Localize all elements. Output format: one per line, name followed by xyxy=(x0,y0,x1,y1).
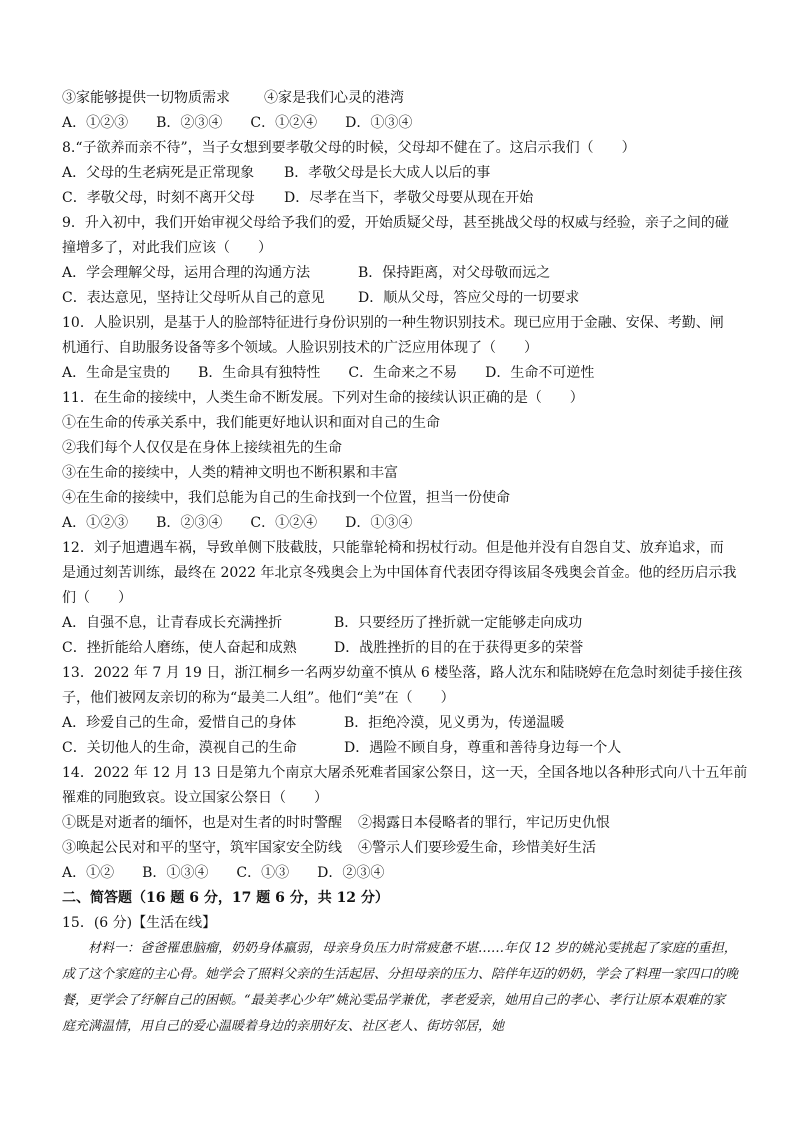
q11-item-3: ③在生命的接续中，人类的精神文明也不断积累和丰富 xyxy=(62,465,398,481)
q9-options-ab xyxy=(62,261,738,286)
choice-d: D．①③④ xyxy=(345,515,413,531)
q12-stem-3: 们（ ） xyxy=(62,590,132,606)
choice-c: C．①③ xyxy=(236,865,290,881)
choice-c: C．关切他人的生命，漠视自己的生命 xyxy=(62,740,297,756)
q14-item-2: ②揭露日本侵略者的罪行，牢记历史仇恨 xyxy=(358,815,610,831)
q7-option-4: ④家是我们心灵的港湾 xyxy=(264,90,404,106)
q10-stem-1: 10．人脸识别，是基于人的脸部特征进行身份识别的一种生物识别技术。现已应用于金融、安保、考勤、闸 xyxy=(62,315,724,331)
choice-a: A．珍爱自己的生命，爱惜自己的身体 xyxy=(62,715,297,731)
q11-item-1: ①在生命的传承关系中，我们能更好地认识和面对自己的生命 xyxy=(62,415,440,431)
q10-stem-2: 机通行、自助服务设备等多个领域。人脸识别技术的广泛应用体现了（ ） xyxy=(62,340,538,356)
q11-stem: 11．在生命的接续中，人类生命不断发展。下列对生命的接续认识正确的是（ ） xyxy=(62,390,584,406)
q13-stem-1: 13．2022 年 7 月 19 日，浙江桐乡一名两岁幼童不慎从 6 楼坠落，路人沈东和陆晓婷在危急时刻徒手接住孩 xyxy=(62,665,743,681)
q15-head: 15．(6 分)【生活在线】 xyxy=(62,915,217,931)
q13-options-cd xyxy=(62,736,738,761)
choice-d: D．①③④ xyxy=(345,115,413,131)
choice-b: B．孝敬父母是长大成人以后的事 xyxy=(284,165,491,181)
q10-choices xyxy=(62,361,738,386)
q12-stem-1: 12．刘子旭遭遇车祸，导致单侧下肢截肢，只能靠轮椅和拐杖行动。但是他并没有自怨自艾、放弃追求，而 xyxy=(62,540,724,556)
q14-item-1: ①既是对逝者的缅怀，也是对生者的时时警醒 xyxy=(62,815,342,831)
choice-a: A．①②③ xyxy=(62,515,129,531)
q11-item-4: ④在生命的接续中，我们总能为自己的生命找到一个位置，担当一份使命 xyxy=(62,490,510,506)
choice-b: B．只要经历了挫折就一定能够走向成功 xyxy=(334,615,583,631)
q11-choices xyxy=(62,511,738,536)
q11-item-2: ②我们每个人仅仅是在身体上接续祖先的生命 xyxy=(62,440,342,456)
choice-c: C．表达意见，坚持让父母听从自己的意见 xyxy=(62,290,325,306)
choice-a: A．①②③ xyxy=(62,115,129,131)
q8-options-cd xyxy=(62,186,738,211)
q7-choices xyxy=(62,111,738,136)
choice-b: B．保持距离，对父母敬而远之 xyxy=(358,265,551,281)
choice-d: D．尽孝在当下，孝敬父母要从现在开始 xyxy=(284,190,534,206)
choice-a: A．自强不息，让青春成长充满挫折 xyxy=(62,615,283,631)
choice-a: A．学会理解父母，运用合理的沟通方法 xyxy=(62,265,311,281)
choice-a: A．①② xyxy=(62,865,115,881)
choice-d: D．顺从父母，答应父母的一切要求 xyxy=(358,290,580,306)
choice-d: D．遇险不顾自身，尊重和善待身边每一个人 xyxy=(344,740,622,756)
choice-d: D．②③④ xyxy=(317,865,385,881)
q8-options-ab xyxy=(62,161,738,186)
q12-options-cd xyxy=(62,636,738,661)
choice-b: B．②③④ xyxy=(156,515,223,531)
choice-c: C．孝敬父母，时刻不离开父母 xyxy=(62,190,255,206)
q14-stem-1: 14．2022 年 12 月 13 日是第九个南京大屠杀死难者国家公祭日，这一天，全国各地以各种形式向八十五年前 xyxy=(62,765,748,781)
choice-d: D．战胜挫折的目的在于获得更多的荣誉 xyxy=(334,640,584,656)
q9-stem-1: 9．升入初中，我们开始审视父母给予我们的爱，开始质疑父母，甚至挑战父母的权威与经验，亲子之间的碰 xyxy=(62,215,729,231)
q7-option-3: ③家能够提供一切物质需求 xyxy=(62,90,230,106)
q14-item-3: ③唤起公民对和平的坚守，筑牢国家安全防线 xyxy=(62,840,342,856)
choice-c: C．挫折能给人磨练，使人奋起和成熟 xyxy=(62,640,297,656)
section-heading: 二、简答题（16 题 6 分，17 题 6 分，共 12 分） xyxy=(62,890,389,906)
choice-b: B．拒绝冷漠，见义勇为，传递温暖 xyxy=(344,715,565,731)
q13-options-ab xyxy=(62,711,738,736)
q9-options-cd xyxy=(62,286,738,311)
q14-stem-2: 罹难的同胞致哀。设立国家公祭日（ ） xyxy=(62,790,328,806)
choice-b: B．②③④ xyxy=(156,115,223,131)
choice-b: B．①③④ xyxy=(142,865,209,881)
choice-c: C．生命来之不易 xyxy=(348,365,458,381)
choice-c: C．①②④ xyxy=(250,515,318,531)
choice-b: B．生命具有独特性 xyxy=(198,365,321,381)
q14-item-4: ④警示人们要珍爱生命，珍惜美好生活 xyxy=(358,840,596,856)
choice-a: A．生命是宝贵的 xyxy=(62,365,171,381)
q14-items-12 xyxy=(62,811,738,836)
q12-options-ab xyxy=(62,611,738,636)
q8-stem: 8.“子欲养而亲不待”，当子女想到要孝敬父母的时候，父母却不健在了。这启示我们（ ） xyxy=(62,140,636,156)
q14-choices xyxy=(62,861,738,886)
choice-c: C．①②④ xyxy=(250,115,318,131)
exam-page xyxy=(62,86,748,1040)
q15-material: 材料一：爸爸罹患脑瘤，奶奶身体羸弱，母亲身负压力时常疲惫不堪……年仅 12 岁的姚沁雯挑起了家庭的重担，成了这个家庭的主心骨。她学会了照料父亲的生活起居、分担母亲的压力、陪伴年迈的奶奶，学会了料理一家四口的晚餐，更学会了纾解自己的困顿。“最美孝心少年”姚沁雯品学兼优，孝老爱亲，她用自己的孝心、孝行让原本艰难的家庭充满温情，用自己的爱心温暖着身边的亲朋好友、社区老人、街坊邻居，她 xyxy=(62,941,739,1034)
choice-a: A．父母的生老病死是正常现象 xyxy=(62,165,255,181)
q9-stem-2: 撞增多了，对此我们应该（ ） xyxy=(62,240,272,256)
q12-stem-2: 是通过刻苦训练，最终在 2022 年北京冬残奥会上为中国体育代表团夺得该届冬残奥会首金。他的经历启示我 xyxy=(62,565,737,581)
q7-options-line xyxy=(62,86,738,111)
q14-items-34 xyxy=(62,836,738,861)
choice-d: D．生命不可逆性 xyxy=(485,365,595,381)
q13-stem-2: 子，他们被网友亲切的称为“最美二人组”。他们“美”在（ ） xyxy=(62,690,455,706)
